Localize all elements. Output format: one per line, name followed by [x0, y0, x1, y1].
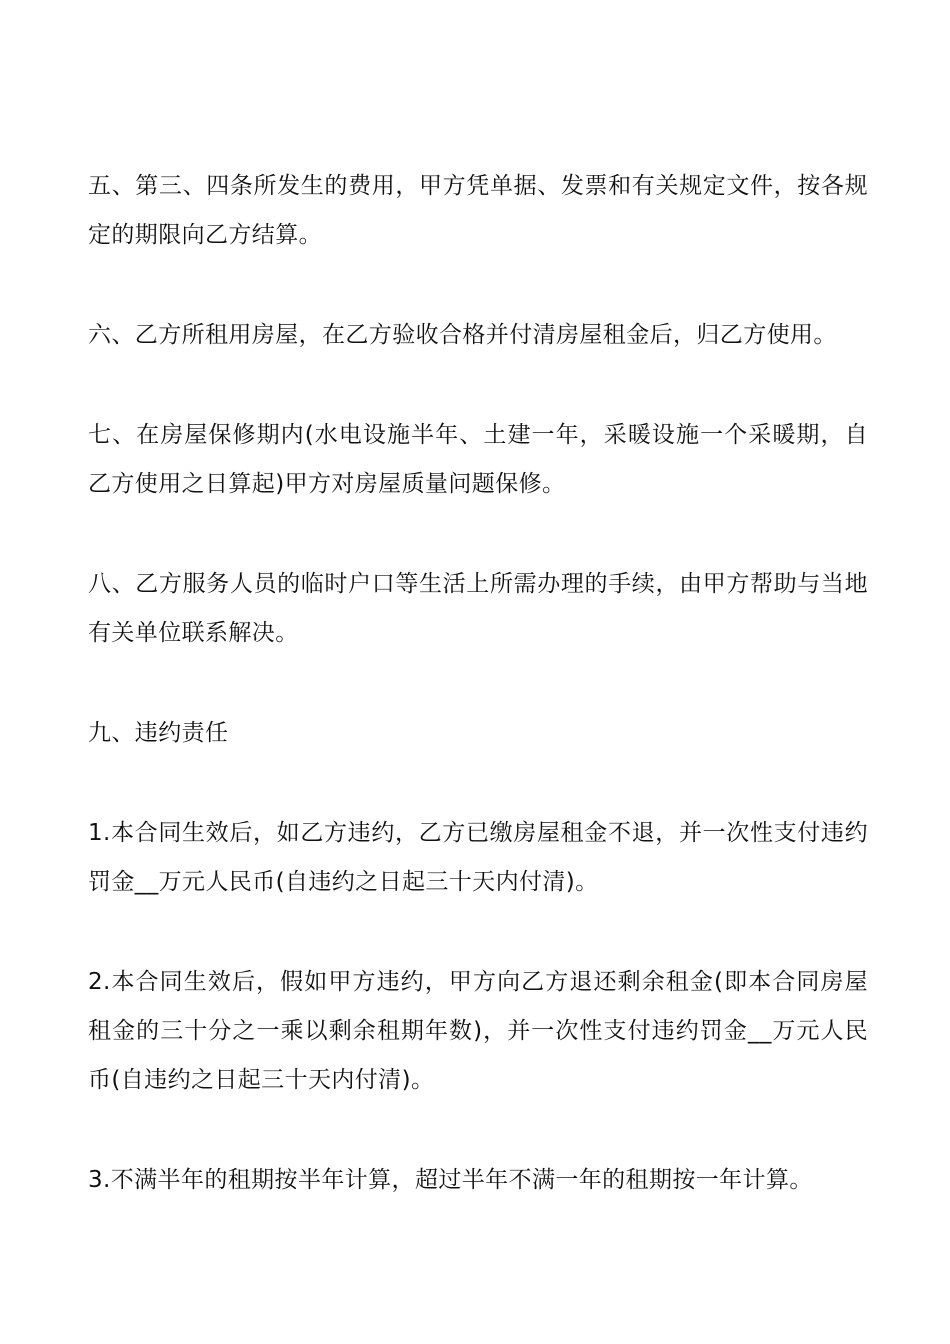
section-heading-breach-liability: 九、违约责任 — [88, 720, 229, 746]
paragraph-spacer — [88, 260, 868, 311]
paragraph-spacer — [88, 658, 868, 709]
paragraph-spacer — [88, 1105, 868, 1156]
document-body — [88, 162, 868, 1205]
paragraph-spacer — [88, 360, 868, 411]
paragraph-spacer — [88, 509, 868, 560]
paragraph-clause-7: 七、在房屋保修期内(水电设施半年、土建一年，采暖设施一个采暖期，自乙方使用之日算起)甲方对房屋质量问题保修。 — [88, 422, 868, 497]
paragraph-clause-6: 六、乙方所租用房屋，在乙方验收合格并付清房屋租金后，归乙方使用。 — [88, 322, 837, 348]
paragraph-clause-5: 五、第三、四条所发生的费用，甲方凭单据、发票和有关规定文件，按各规定的期限向乙方结算。 — [88, 173, 868, 248]
paragraph-clause-8: 八、乙方服务人员的临时户口等生活上所需办理的手续，由甲方帮助与当地有关单位联系解决。 — [88, 571, 868, 646]
paragraph-item-2: 2.本合同生效后，假如甲方违约，甲方向乙方退还剩余租金(即本合同房屋租金的三十分之一乘以剩余租期年数)，并一次性支付违约罚金__万元人民币(自违约之日起三十天内付清)。 — [88, 969, 868, 1093]
paragraph-spacer — [88, 758, 868, 809]
paragraph-item-3: 3.不满半年的租期按半年计算，超过半年不满一年的租期按一年计算。 — [88, 1167, 813, 1193]
paragraph-item-1: 1.本合同生效后，如乙方违约，乙方已缴房屋租金不退，并一次性支付违约罚金__万元人民币(自违约之日起三十天内付清)。 — [88, 820, 868, 895]
paragraph-spacer — [88, 907, 868, 958]
